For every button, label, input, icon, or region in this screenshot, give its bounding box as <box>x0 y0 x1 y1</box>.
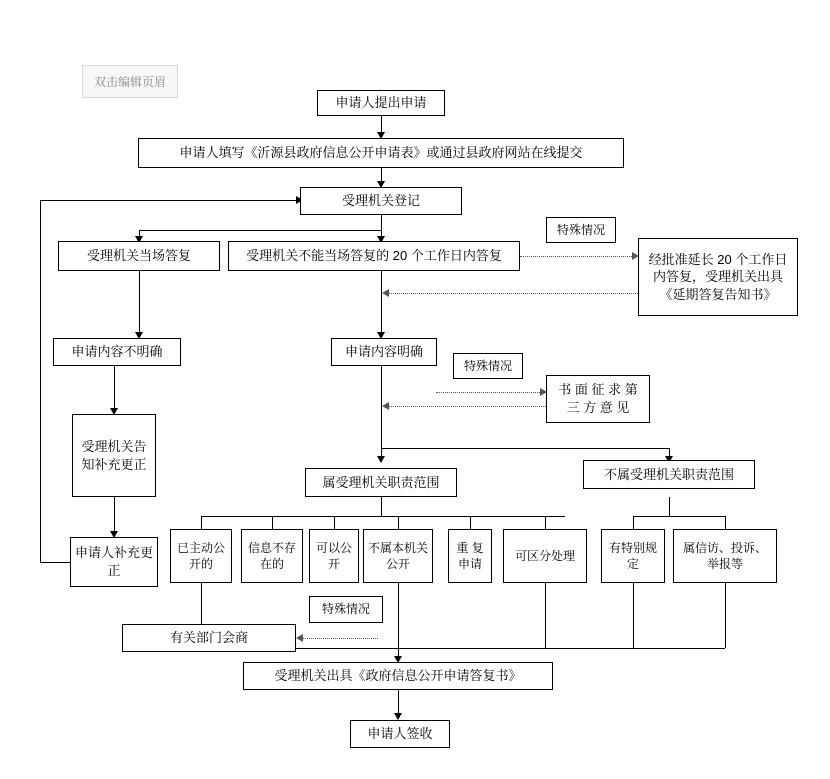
node-special-regulation[interactable]: 有特别规定 <box>601 529 665 583</box>
connector-n15-bus-v <box>669 497 670 516</box>
node-written-third-party-opinion[interactable]: 书 面 征 求 第 三 方 意 见 <box>546 375 650 423</box>
connector-branch-split <box>381 448 669 449</box>
node-special-case-2[interactable]: 特殊情况 <box>453 353 523 379</box>
connector-n13-loop-v <box>40 200 41 562</box>
node-answer-within-20-days[interactable]: 受理机关不能当场答复的 20 个工作日内答复 <box>228 241 520 271</box>
connector-n13-loop-top <box>40 200 300 201</box>
node-request-unclear[interactable]: 申请内容不明确 <box>53 338 181 366</box>
connector-n13-loop-h <box>40 562 70 563</box>
header-edit-placeholder[interactable]: 双击编辑页眉 <box>82 65 178 98</box>
arrowhead-n7-back <box>382 289 389 297</box>
connector-n21-down <box>545 583 546 648</box>
connector-n22-down <box>633 583 634 648</box>
node-can-be-public[interactable]: 可以公开 <box>309 529 359 583</box>
connector-to-n19 <box>398 516 399 529</box>
node-special-case-1[interactable]: 特殊情况 <box>546 217 616 243</box>
connector-n4-n8 <box>139 270 140 338</box>
connector-to-n17 <box>272 516 273 529</box>
connector-n14-bus-v <box>381 497 382 516</box>
node-applicant-receipt[interactable]: 申请人签收 <box>350 720 450 748</box>
connector-n3-down <box>381 214 382 230</box>
connector-n19-down <box>398 583 399 662</box>
node-issue-reply-letter[interactable]: 受理机关出具《政府信息公开申请答复书》 <box>243 662 553 690</box>
node-within-agency-duty[interactable]: 属受理机关职责范围 <box>305 468 457 497</box>
connector-split-left <box>139 230 381 231</box>
node-department-consultation[interactable]: 有关部门会商 <box>122 624 296 652</box>
connector-n23-down <box>725 583 726 648</box>
connector-n5-n9 <box>381 270 382 338</box>
node-petition-complaint[interactable]: 属信访、投诉、举报等 <box>673 529 777 583</box>
connector-n24-n25-dotted <box>300 638 378 639</box>
node-agency-registration[interactable]: 受理机关登记 <box>300 187 462 215</box>
connector-to-n18 <box>334 516 335 529</box>
connector-to-n20 <box>470 516 471 529</box>
node-special-case-3[interactable]: 特殊情况 <box>309 596 383 623</box>
connector-to-n21 <box>545 516 546 529</box>
node-applicant-submit[interactable]: 申请人提出申请 <box>317 90 445 116</box>
connector-n14-bus-h <box>201 516 565 517</box>
connector-to-n22 <box>633 516 634 529</box>
arrowhead-n14 <box>377 456 385 463</box>
node-applicant-correction[interactable]: 申请人补充更正 <box>70 537 158 587</box>
node-not-this-agency[interactable]: 不属本机关公开 <box>363 529 433 583</box>
arrowhead-n27 <box>394 713 402 720</box>
connector-n9-n11-dotted <box>436 392 546 393</box>
node-agency-notify-correction[interactable]: 受理机关告知补充更正 <box>72 414 156 497</box>
arrowhead-n25 <box>296 634 303 642</box>
node-outside-agency-duty[interactable]: 不属受理机关职责范围 <box>583 460 755 489</box>
node-extended-answer-notice[interactable]: 经批准延长 20 个工作日内答复，受理机关出具《延期答复告知书》 <box>638 238 798 316</box>
node-separable-handling[interactable]: 可区分处理 <box>503 529 587 583</box>
node-request-clear[interactable]: 申请内容明确 <box>331 338 437 366</box>
connector-n5-n7-dotted <box>520 256 638 257</box>
connector-n15-bus-h <box>633 516 725 517</box>
node-already-public[interactable]: 已主动公开的 <box>170 529 232 583</box>
arrowhead-n11-back <box>382 402 389 410</box>
node-answer-on-spot[interactable]: 受理机关当场答复 <box>58 241 220 271</box>
connector-n8-n12 <box>114 366 115 414</box>
node-duplicate-request[interactable]: 重 复申请 <box>448 529 492 583</box>
node-fill-application-form[interactable]: 申请人填写《沂源县政府信息公开申请表》或通过县政府网站在线提交 <box>138 138 624 168</box>
node-info-not-exist[interactable]: 信息不存在的 <box>241 529 303 583</box>
connector-n7-back-dotted <box>386 293 638 294</box>
connector-n11-back-dotted <box>386 406 546 407</box>
connector-to-n23 <box>725 516 726 529</box>
connector-to-n16 <box>201 516 202 529</box>
